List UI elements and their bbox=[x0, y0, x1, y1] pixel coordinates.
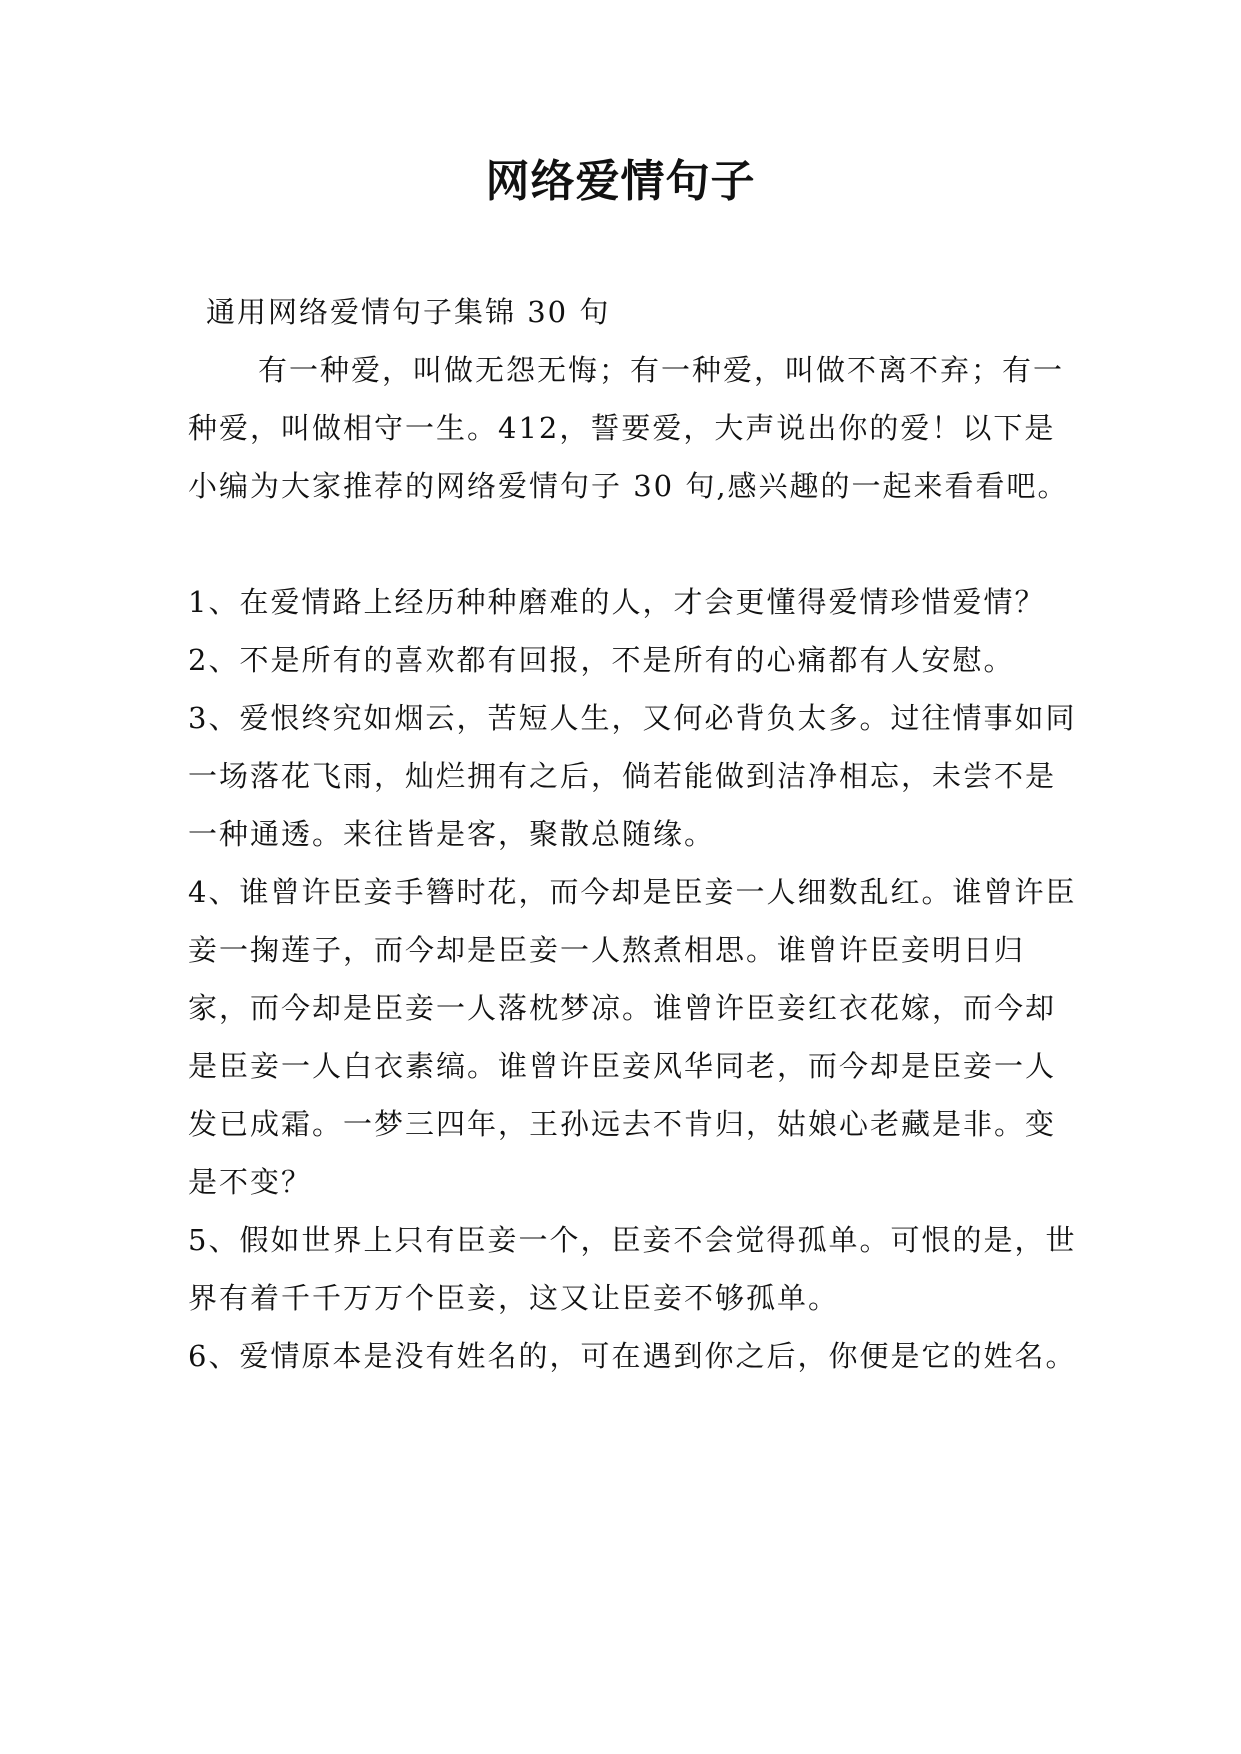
intro-paragraph: 有一种爱，叫做无怨无悔；有一种爱，叫做不离不弃；有一种爱，叫做相守一生。412，誓要爱，大声说出你的爱！以下是小编为大家推荐的网络爱情句子 30 句,感兴趣的一起来看看吧。 bbox=[188, 353, 1069, 503]
list-item-3: 3、爱恨终究如烟云，苦短人生，又何必背负太多。过往情事如同一场落花飞雨，灿烂拥有之后，倘若能做到洁净相忘，未尝不是一种通透。来往皆是客，聚散总随缘。 bbox=[188, 701, 1077, 851]
paragraph-gap bbox=[188, 515, 1078, 573]
document-subtitle: 通用网络爱情句子集锦 30 句 bbox=[206, 295, 611, 329]
document-title: 网络爱情句子 bbox=[485, 156, 756, 207]
document-body bbox=[188, 283, 1078, 1385]
list-item-2: 2、不是所有的喜欢都有回报，不是所有的心痛都有人安慰。 bbox=[188, 643, 1015, 677]
list-item-6: 6、爱情原本是没有姓名的，可在遇到你之后，你便是它的姓名。 bbox=[188, 1339, 1077, 1373]
list-item-1: 1、在爱情路上经历种种磨难的人，才会更懂得爱情珍惜爱情？ bbox=[188, 585, 1046, 619]
list-item-5: 5、假如世界上只有臣妾一个，臣妾不会觉得孤单。可恨的是，世界有着千千万万个臣妾，这又让臣妾不够孤单。 bbox=[188, 1223, 1077, 1315]
list-item-4: 4、谁曾许臣妾手簪时花，而今却是臣妾一人细数乱红。谁曾许臣妾一掬莲子，而今却是臣妾一人熬煮相思。谁曾许臣妾明日归家，而今却是臣妾一人落枕梦凉。谁曾许臣妾红衣花嫁，而今却是臣妾一人白衣素缟。谁曾许臣妾风华同老，而今却是臣妾一人发已成霜。一梦三四年，王孙远去不肯归，姑娘心老藏是非。变是不变？ bbox=[188, 875, 1077, 1199]
